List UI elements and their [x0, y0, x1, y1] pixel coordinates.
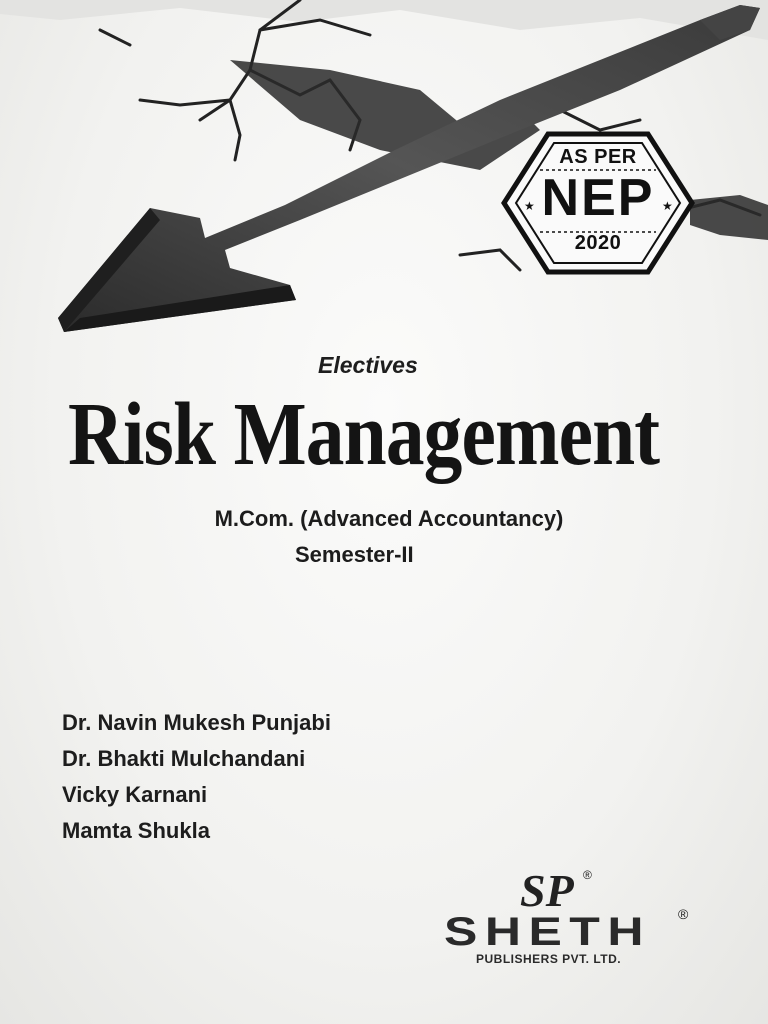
- publisher-name: SHETH: [444, 910, 651, 954]
- book-title: Risk Management: [68, 385, 660, 484]
- svg-text:★: ★: [662, 199, 673, 213]
- nep-2020-badge: [500, 130, 696, 276]
- course-name: M.Com. (Advanced Accountancy): [214, 506, 564, 531]
- author-name: Mamta Shukla: [62, 818, 210, 843]
- badge-top-text: AS PER: [559, 146, 637, 168]
- semester-label: Semester-II: [295, 542, 414, 567]
- registered-mark: ®: [583, 868, 592, 882]
- author-name: Vicky Karnani: [62, 782, 208, 807]
- author-name: Dr. Navin Mukesh Punjabi: [62, 710, 331, 735]
- author-list: [62, 705, 331, 849]
- publisher-monogram: SP: [520, 865, 574, 916]
- svg-text:★: ★: [524, 199, 535, 213]
- publisher-subtitle: PUBLISHERS PVT. LTD.: [476, 952, 622, 966]
- author-name: Dr. Bhakti Mulchandani: [62, 746, 306, 771]
- badge-year-text: 2020: [574, 232, 622, 254]
- book-category: Electives: [318, 352, 418, 378]
- badge-main-text: NEP: [541, 169, 655, 227]
- publisher-logo: [440, 865, 700, 978]
- registered-mark: ®: [678, 906, 689, 922]
